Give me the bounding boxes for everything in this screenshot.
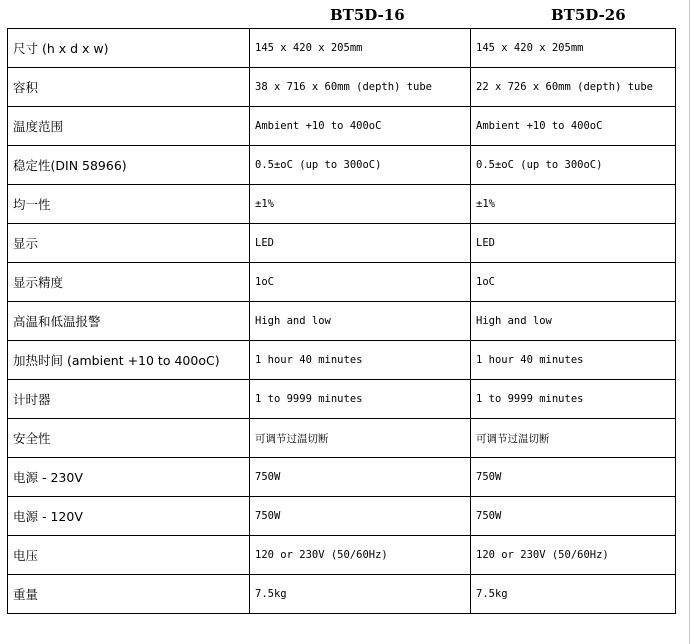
bt5d-26-value: 1oC bbox=[471, 263, 676, 302]
table-row bbox=[8, 29, 676, 68]
bt5d-16-value: 1oC bbox=[250, 263, 471, 302]
bt5d-16-value: 120 or 230V (50/60Hz) bbox=[250, 536, 471, 575]
bt5d-16-value: 750W bbox=[250, 497, 471, 536]
spec-label: 电源 - 120V bbox=[8, 497, 250, 536]
column-headers bbox=[0, 0, 693, 28]
bt5d-26-value: LED bbox=[471, 224, 676, 263]
table-row bbox=[8, 575, 676, 614]
spec-label: 加热时间 (ambient +10 to 400oC) bbox=[8, 341, 250, 380]
bt5d-16-value: 38 x 716 x 60mm (depth) tube bbox=[250, 68, 471, 107]
spec-label: 温度范围 bbox=[8, 107, 250, 146]
bt5d-16-value: ±1% bbox=[250, 185, 471, 224]
spec-label: 电压 bbox=[8, 536, 250, 575]
bt5d-16-value: 可调节过温切断 bbox=[250, 419, 471, 458]
bt5d-26-value: 1 to 9999 minutes bbox=[471, 380, 676, 419]
bt5d-16-value: 0.5±oC (up to 300oC) bbox=[250, 146, 471, 185]
table-row bbox=[8, 185, 676, 224]
spec-label: 尺寸 (h x d x w) bbox=[8, 29, 250, 68]
table-row bbox=[8, 497, 676, 536]
spec-label: 计时器 bbox=[8, 380, 250, 419]
bt5d-16-value: 1 hour 40 minutes bbox=[250, 341, 471, 380]
spec-label: 重量 bbox=[8, 575, 250, 614]
table-row bbox=[8, 341, 676, 380]
bt5d-16-value: 1 to 9999 minutes bbox=[250, 380, 471, 419]
bt5d-16-value: High and low bbox=[250, 302, 471, 341]
bt5d-26-value: 750W bbox=[471, 497, 676, 536]
bt5d-16-value: 750W bbox=[250, 458, 471, 497]
bt5d-26-value: High and low bbox=[471, 302, 676, 341]
table-row bbox=[8, 224, 676, 263]
bt5d-16-value: 145 x 420 x 205mm bbox=[250, 29, 471, 68]
table-row bbox=[8, 458, 676, 497]
table-row bbox=[8, 419, 676, 458]
spec-label: 显示精度 bbox=[8, 263, 250, 302]
table-row bbox=[8, 263, 676, 302]
table-row bbox=[8, 68, 676, 107]
table-row bbox=[8, 536, 676, 575]
table-row bbox=[8, 380, 676, 419]
bt5d-26-value: 22 x 726 x 60mm (depth) tube bbox=[471, 68, 676, 107]
table-row bbox=[8, 146, 676, 185]
bt5d-26-value: 750W bbox=[471, 458, 676, 497]
spec-label: 显示 bbox=[8, 224, 250, 263]
table-row bbox=[8, 107, 676, 146]
bt5d-26-value: Ambient +10 to 400oC bbox=[471, 107, 676, 146]
bt5d-26-value: 可调节过温切断 bbox=[471, 419, 676, 458]
bt5d-26-value: ±1% bbox=[471, 185, 676, 224]
table-row bbox=[8, 302, 676, 341]
column-header-bt5d-16: BT5D-16 bbox=[330, 6, 405, 24]
right-edge-line bbox=[689, 0, 690, 644]
bt5d-16-value: 7.5kg bbox=[250, 575, 471, 614]
bt5d-26-value: 120 or 230V (50/60Hz) bbox=[471, 536, 676, 575]
bt5d-26-value: 7.5kg bbox=[471, 575, 676, 614]
spec-label: 高温和低温报警 bbox=[8, 302, 250, 341]
spec-table bbox=[7, 28, 676, 614]
bt5d-26-value: 145 x 420 x 205mm bbox=[471, 29, 676, 68]
column-header-bt5d-26: BT5D-26 bbox=[551, 6, 626, 24]
bt5d-16-value: LED bbox=[250, 224, 471, 263]
bt5d-26-value: 0.5±oC (up to 300oC) bbox=[471, 146, 676, 185]
bt5d-16-value: Ambient +10 to 400oC bbox=[250, 107, 471, 146]
spec-label: 稳定性(DIN 58966) bbox=[8, 146, 250, 185]
spec-table-body bbox=[8, 29, 676, 614]
bt5d-26-value: 1 hour 40 minutes bbox=[471, 341, 676, 380]
spec-label: 容积 bbox=[8, 68, 250, 107]
spec-label: 均一性 bbox=[8, 185, 250, 224]
spec-label: 安全性 bbox=[8, 419, 250, 458]
spec-label: 电源 - 230V bbox=[8, 458, 250, 497]
